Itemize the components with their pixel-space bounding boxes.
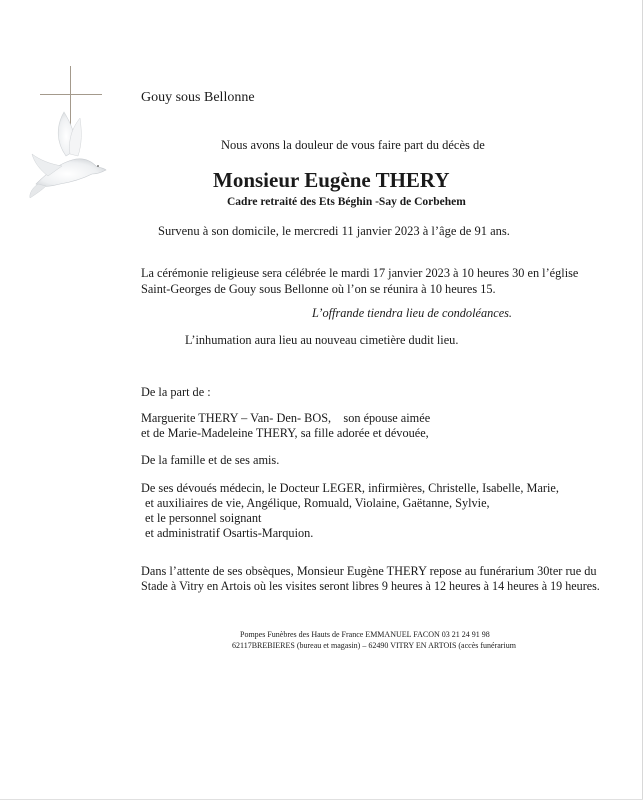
intro-line: Nous avons la douleur de vous faire part du décès de [221,138,485,152]
ceremony-line-2: Saint-Georges de Gouy sous Bellonne où l’on se réunira à 10 heures 15. [141,282,496,296]
caregivers-line-2: et auxiliaires de vie, Angélique, Romuald, Violaine, Gaëtanne, Sylvie, [145,496,490,510]
location-line: Gouy sous Bellonne [141,90,255,105]
dove-icon [26,104,112,198]
footer-line-1: Pompes Funèbres des Hauts de France EMMANUEL FACON 03 21 24 91 98 [240,630,490,639]
caregivers-line-1: De ses dévoués médecin, le Docteur LEGER, infirmières, Christelle, Isabelle, Marie, [141,481,559,495]
cross-icon-horizontal [40,94,102,95]
burial-line: L’inhumation aura lieu au nouveau cimetière dudit lieu. [185,333,459,347]
footer-line-2: 62117BREBIERES (bureau et magasin) – 62490 VITRY EN ARTOIS (accès funérarium [232,641,516,650]
death-notice: Survenu à son domicile, le mercredi 11 janvier 2023 à l’âge de 91 ans. [158,224,510,238]
funerarium-line-1: Dans l’attente de ses obsèques, Monsieur Eugène THERY repose au funérarium 30ter rue du [141,564,597,578]
deceased-name: Monsieur Eugène THERY [213,168,450,192]
ceremony-line-1: La cérémonie religieuse sera célébrée le mardi 17 janvier 2023 à 10 heures 30 en l’église [141,266,579,280]
deceased-title: Cadre retraité des Ets Béghin -Say de Corbehem [227,196,466,208]
from-header: De la part de : [141,385,211,399]
caregivers-line-4: et administratif Osartis-Marquion. [145,526,314,540]
funerarium-line-2: Stade à Vitry en Artois où les visites seront libres 9 heures à 12 heures à 14 heures à 19 heures. [141,579,600,593]
family-line-2: et de Marie-Madeleine THERY, sa fille adorée et dévouée, [141,426,429,440]
family-line-1: Marguerite THERY – Van- Den- BOS, son épouse aimée [141,411,431,425]
family-friends-line: De la famille et de ses amis. [141,453,280,467]
caregivers-line-3: et le personnel soignant [145,511,262,525]
offering-line: L’offrande tiendra lieu de condoléances. [312,306,513,320]
